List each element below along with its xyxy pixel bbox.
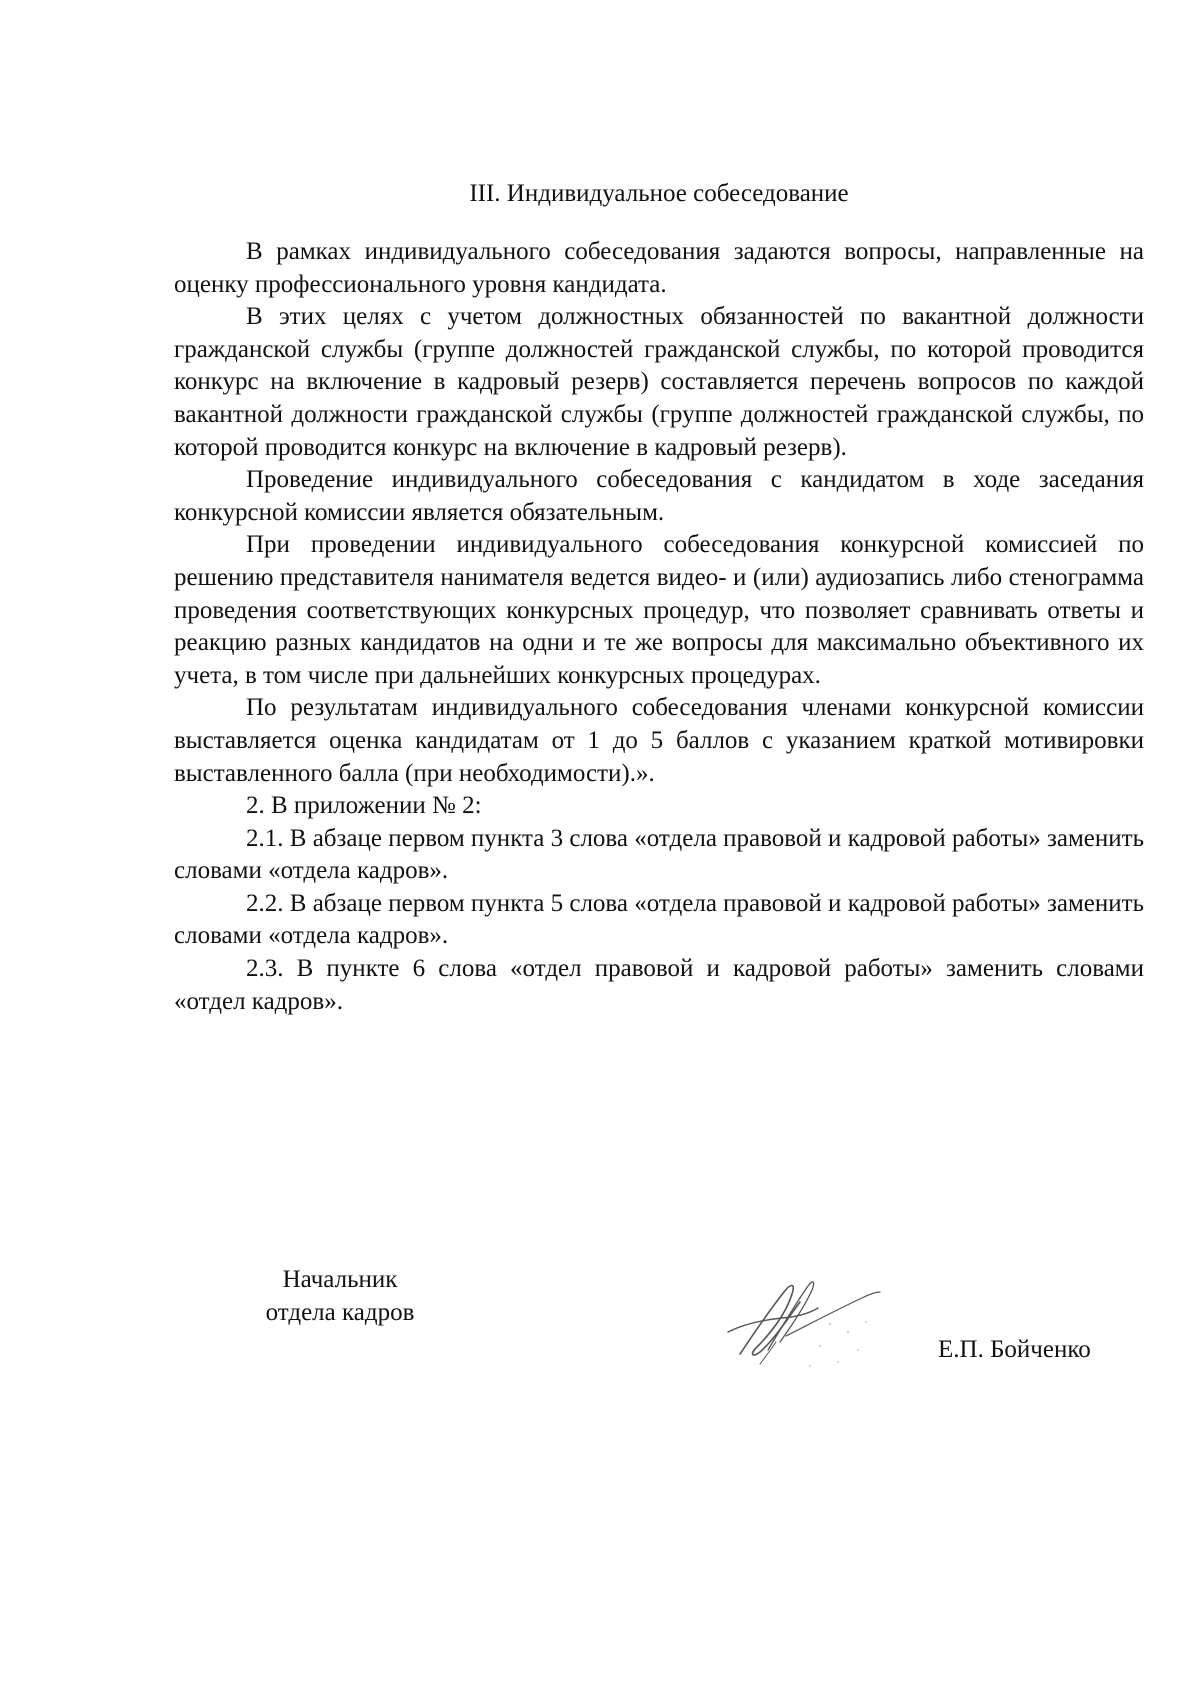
- signature-dot-2: [847, 1331, 849, 1333]
- paragraph-6: 2. В приложении № 2:: [246, 792, 482, 820]
- signature-dot-1: [829, 1323, 831, 1325]
- paragraph-3: Проведение индивидуального собеседования с кандидатом в ходе заседания конкурсной комиссии является обязательным.: [174, 466, 1144, 526]
- paragraph-7: 2.1. В абзаце первом пункта 3 слова «отдела правовой и кадровой работы» заменить словами «отдела кадров».: [174, 824, 1144, 885]
- paragraph-4: При проведении индивидуального собеседования конкурсной комиссией по решению представителя нанимателя ведется видео- и (или) аудиозапись либо стенограмма проведения соответствующих конкурсных процедур, что позволяет сравнивать ответы и реакцию разных кандидатов на одни и те же вопросы для максимально объективного их учета, в том числе при дальнейших конкурсных процедурах.: [174, 531, 1144, 689]
- handwritten-signature: [700, 1262, 890, 1382]
- signer-position: [240, 1263, 440, 1329]
- signer-position-line-1: Начальник: [282, 1266, 398, 1293]
- paragraph-8: 2.2. В абзаце первом пункта 5 слова «отдела правовой и кадровой работы» заменить словами «отдела кадров».: [174, 889, 1144, 950]
- signature-dot-6: [809, 1365, 810, 1366]
- signature-dot-5: [837, 1361, 838, 1362]
- signer-position-line-2: отдела кадров: [265, 1299, 415, 1326]
- paragraph-1: В рамках индивидуального собеседования задаются вопросы, направленные на оценку профессионального уровня кандидата.: [174, 238, 1144, 298]
- signature-dot-4: [857, 1349, 859, 1351]
- signer-name: Е.П. Бойченко: [938, 1336, 1091, 1363]
- signature-stroke-1: [740, 1286, 800, 1355]
- paragraph-2: В этих целях с учетом должностных обязанностей по вакантной должности гражданской службы (группе должностей гражданской службы, по которой проводится конкурс на включение в кадровый резерв) составляется перечень вопросов по каждой вакантной должности гражданской службы (группе должностей гражданской службы, по которой проводится конкурс на включение в кадровый резерв).: [174, 303, 1144, 461]
- section-title: III. Индивидуальное собеседование: [469, 180, 849, 207]
- paragraph-9: 2.3. В пункте 6 слова «отдел правовой и кадровой работы» заменить словами «отдел кадров».: [174, 955, 1144, 1015]
- signature-dot-7: [865, 1321, 866, 1322]
- signature-dot-3: [819, 1345, 821, 1347]
- signature-stroke-5: [760, 1342, 776, 1364]
- paragraph-5: По результатам индивидуального собеседования членами конкурсной комиссии выставляется оценка кандидатам от 1 до 5 баллов с указанием краткой мотивировки выставленного балла (при необходимости).».: [174, 694, 1144, 787]
